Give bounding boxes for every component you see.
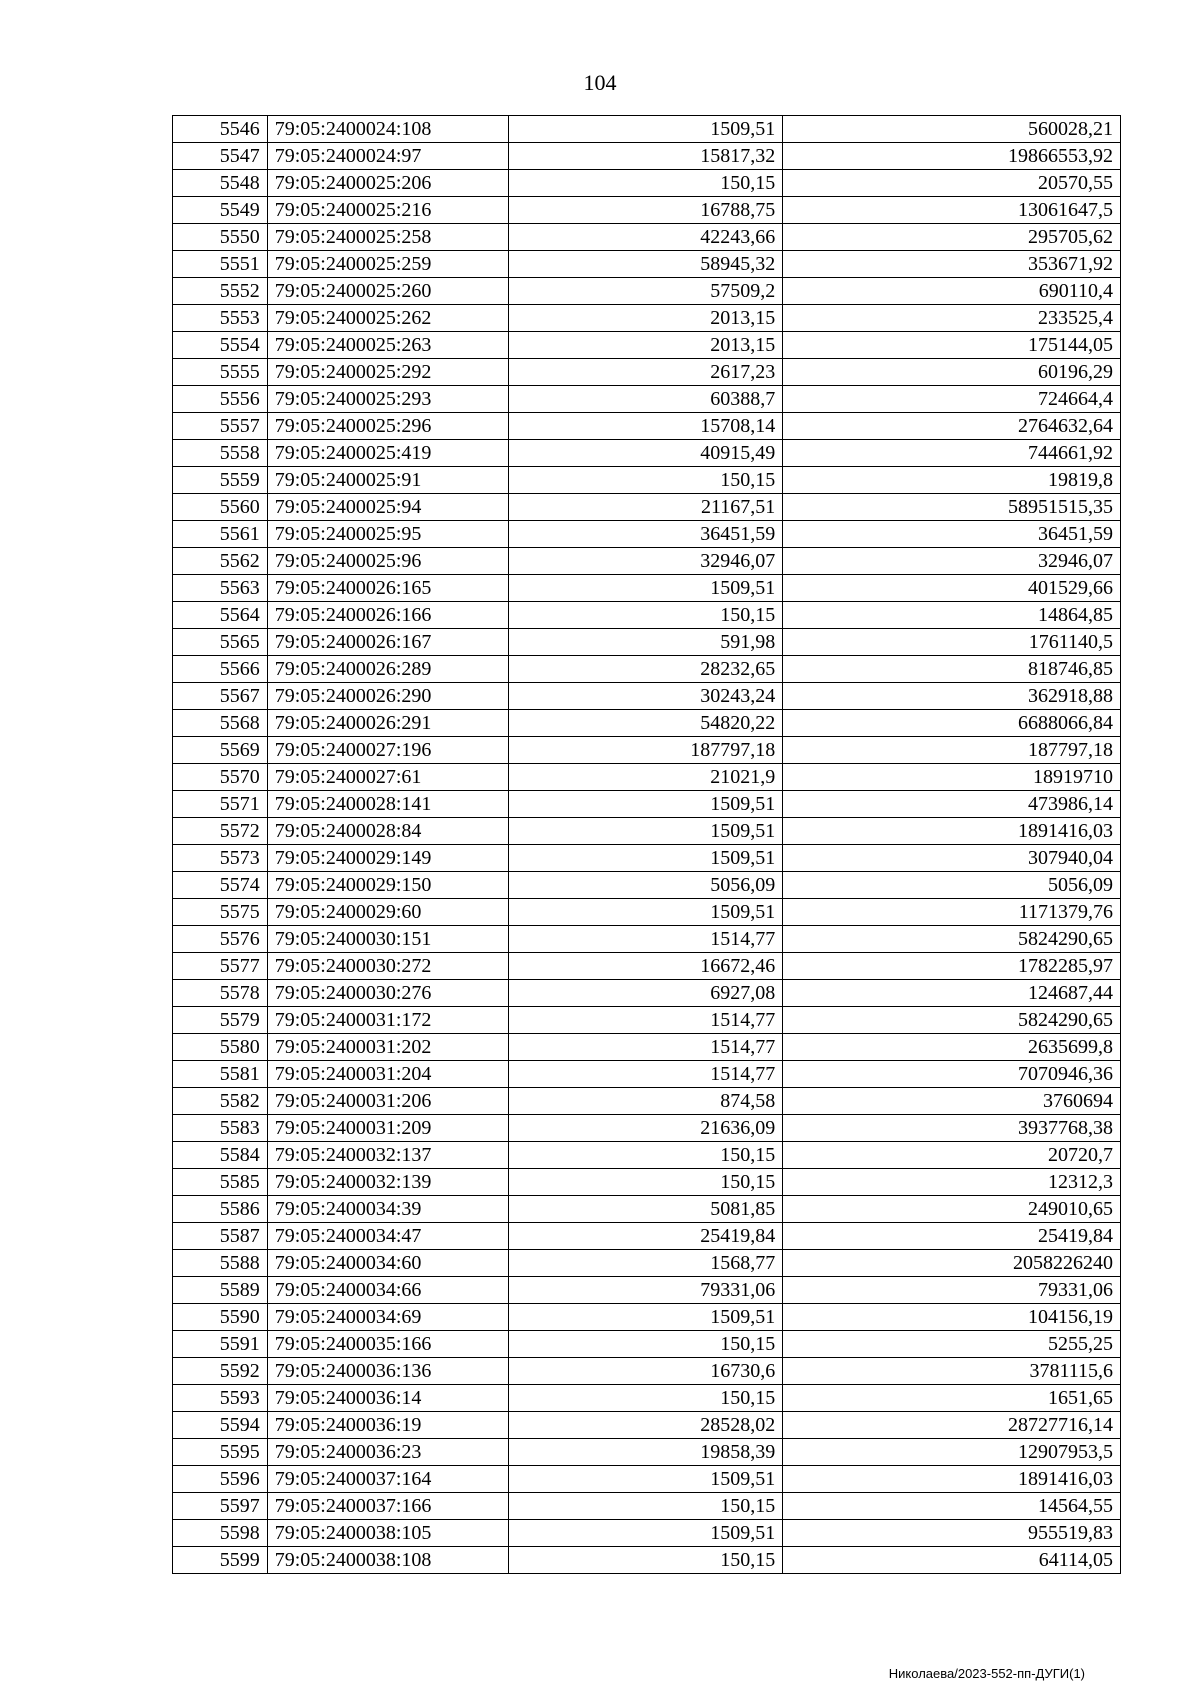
table-row: [173, 1412, 1121, 1439]
value-cell: 249010,65: [783, 1196, 1121, 1223]
area-cell: 16788,75: [509, 197, 783, 224]
cadastral-number-cell: 79:05:2400025:293: [267, 386, 509, 413]
row-number-cell: 5595: [173, 1439, 268, 1466]
row-number-cell: 5579: [173, 1007, 268, 1034]
row-number-cell: 5558: [173, 440, 268, 467]
cadastral-number-cell: 79:05:2400024:97: [267, 143, 509, 170]
area-cell: 28528,02: [509, 1412, 783, 1439]
row-number-cell: 5578: [173, 980, 268, 1007]
area-cell: 1509,51: [509, 1520, 783, 1547]
page-number: 104: [583, 70, 617, 95]
cadastral-number-cell: 79:05:2400025:206: [267, 170, 509, 197]
table-row: [173, 710, 1121, 737]
table-row: [173, 224, 1121, 251]
area-cell: 5081,85: [509, 1196, 783, 1223]
row-number-cell: 5580: [173, 1034, 268, 1061]
table-row: [173, 899, 1121, 926]
row-number-cell: 5570: [173, 764, 268, 791]
cadastral-number-cell: 79:05:2400025:95: [267, 521, 509, 548]
row-number-cell: 5596: [173, 1466, 268, 1493]
table-row: [173, 197, 1121, 224]
area-cell: 15708,14: [509, 413, 783, 440]
value-cell: 19866553,92: [783, 143, 1121, 170]
table-row: [173, 1169, 1121, 1196]
table-row: [173, 602, 1121, 629]
value-cell: 1761140,5: [783, 629, 1121, 656]
value-cell: 295705,62: [783, 224, 1121, 251]
area-cell: 40915,49: [509, 440, 783, 467]
area-cell: 150,15: [509, 1331, 783, 1358]
area-cell: 5056,09: [509, 872, 783, 899]
value-cell: 818746,85: [783, 656, 1121, 683]
row-number-cell: 5552: [173, 278, 268, 305]
table-row: [173, 656, 1121, 683]
cadastral-number-cell: 79:05:2400026:290: [267, 683, 509, 710]
value-cell: 233525,4: [783, 305, 1121, 332]
area-cell: 150,15: [509, 1169, 783, 1196]
table-row: [173, 791, 1121, 818]
row-number-cell: 5569: [173, 737, 268, 764]
table-row: [173, 170, 1121, 197]
table-row: [173, 143, 1121, 170]
table-row: [173, 1304, 1121, 1331]
row-number-cell: 5546: [173, 116, 268, 143]
table-row: [173, 278, 1121, 305]
table-row: [173, 1142, 1121, 1169]
area-cell: 2013,15: [509, 332, 783, 359]
table-row: [173, 764, 1121, 791]
row-number-cell: 5583: [173, 1115, 268, 1142]
table-row: [173, 1385, 1121, 1412]
row-number-cell: 5593: [173, 1385, 268, 1412]
value-cell: 6688066,84: [783, 710, 1121, 737]
cadastral-number-cell: 79:05:2400030:272: [267, 953, 509, 980]
table-row: [173, 737, 1121, 764]
area-cell: 16730,6: [509, 1358, 783, 1385]
area-cell: 1514,77: [509, 1061, 783, 1088]
document-reference: Николаева/2023-552-пп-ДУГИ(1): [888, 1666, 1085, 1681]
value-cell: 560028,21: [783, 116, 1121, 143]
table-row: [173, 1223, 1121, 1250]
area-cell: 21636,09: [509, 1115, 783, 1142]
row-number-cell: 5573: [173, 845, 268, 872]
table-row: [173, 521, 1121, 548]
table-row: [173, 332, 1121, 359]
value-cell: 79331,06: [783, 1277, 1121, 1304]
row-number-cell: 5555: [173, 359, 268, 386]
row-number-cell: 5551: [173, 251, 268, 278]
value-cell: 12907953,5: [783, 1439, 1121, 1466]
row-number-cell: 5584: [173, 1142, 268, 1169]
cadastral-number-cell: 79:05:2400025:258: [267, 224, 509, 251]
table-row: [173, 818, 1121, 845]
table-row: [173, 953, 1121, 980]
value-cell: 13061647,5: [783, 197, 1121, 224]
table-row: [173, 1358, 1121, 1385]
value-cell: 20720,7: [783, 1142, 1121, 1169]
value-cell: 12312,3: [783, 1169, 1121, 1196]
area-cell: 1509,51: [509, 899, 783, 926]
area-cell: 1509,51: [509, 791, 783, 818]
cadastral-number-cell: 79:05:2400034:47: [267, 1223, 509, 1250]
cadastral-number-cell: 79:05:2400025:216: [267, 197, 509, 224]
table-body: [173, 116, 1121, 1574]
area-cell: 58945,32: [509, 251, 783, 278]
area-cell: 1509,51: [509, 116, 783, 143]
area-cell: 60388,7: [509, 386, 783, 413]
cadastral-number-cell: 79:05:2400025:91: [267, 467, 509, 494]
value-cell: 1651,65: [783, 1385, 1121, 1412]
table-row: [173, 1088, 1121, 1115]
area-cell: 1514,77: [509, 926, 783, 953]
cadastral-number-cell: 79:05:2400032:139: [267, 1169, 509, 1196]
value-cell: 473986,14: [783, 791, 1121, 818]
area-cell: 32946,07: [509, 548, 783, 575]
cadastral-number-cell: 79:05:2400026:291: [267, 710, 509, 737]
row-number-cell: 5568: [173, 710, 268, 737]
area-cell: 28232,65: [509, 656, 783, 683]
cadastral-number-cell: 79:05:2400029:150: [267, 872, 509, 899]
value-cell: 690110,4: [783, 278, 1121, 305]
area-cell: 150,15: [509, 1547, 783, 1574]
table-row: [173, 575, 1121, 602]
cadastral-number-cell: 79:05:2400025:259: [267, 251, 509, 278]
cadastral-number-cell: 79:05:2400036:14: [267, 1385, 509, 1412]
value-cell: 353671,92: [783, 251, 1121, 278]
value-cell: 5056,09: [783, 872, 1121, 899]
table-row: [173, 1277, 1121, 1304]
cadastral-number-cell: 79:05:2400030:151: [267, 926, 509, 953]
table-row: [173, 1493, 1121, 1520]
row-number-cell: 5589: [173, 1277, 268, 1304]
row-number-cell: 5590: [173, 1304, 268, 1331]
row-number-cell: 5561: [173, 521, 268, 548]
cadastral-number-cell: 79:05:2400025:94: [267, 494, 509, 521]
area-cell: 36451,59: [509, 521, 783, 548]
area-cell: 42243,66: [509, 224, 783, 251]
row-number-cell: 5550: [173, 224, 268, 251]
value-cell: 14564,55: [783, 1493, 1121, 1520]
value-cell: 104156,19: [783, 1304, 1121, 1331]
area-cell: 1514,77: [509, 1007, 783, 1034]
table-row: [173, 548, 1121, 575]
cadastral-number-cell: 79:05:2400029:60: [267, 899, 509, 926]
value-cell: 5824290,65: [783, 926, 1121, 953]
value-cell: 724664,4: [783, 386, 1121, 413]
area-cell: 1568,77: [509, 1250, 783, 1277]
cadastral-number-cell: 79:05:2400025:263: [267, 332, 509, 359]
cadastral-table: [172, 115, 1121, 1574]
cadastral-number-cell: 79:05:2400026:165: [267, 575, 509, 602]
area-cell: 150,15: [509, 170, 783, 197]
value-cell: 307940,04: [783, 845, 1121, 872]
area-cell: 874,58: [509, 1088, 783, 1115]
value-cell: 60196,29: [783, 359, 1121, 386]
area-cell: 1509,51: [509, 845, 783, 872]
cadastral-number-cell: 79:05:2400034:60: [267, 1250, 509, 1277]
cadastral-number-cell: 79:05:2400028:84: [267, 818, 509, 845]
table-row: [173, 116, 1121, 143]
row-number-cell: 5577: [173, 953, 268, 980]
value-cell: 175144,05: [783, 332, 1121, 359]
value-cell: 36451,59: [783, 521, 1121, 548]
value-cell: 64114,05: [783, 1547, 1121, 1574]
value-cell: 58951515,35: [783, 494, 1121, 521]
cadastral-number-cell: 79:05:2400031:206: [267, 1088, 509, 1115]
table-row: [173, 683, 1121, 710]
row-number-cell: 5554: [173, 332, 268, 359]
table-row: [173, 494, 1121, 521]
area-cell: 21167,51: [509, 494, 783, 521]
table-row: [173, 872, 1121, 899]
area-cell: 21021,9: [509, 764, 783, 791]
cadastral-number-cell: 79:05:2400029:149: [267, 845, 509, 872]
cadastral-number-cell: 79:05:2400026:167: [267, 629, 509, 656]
table-row: [173, 386, 1121, 413]
row-number-cell: 5548: [173, 170, 268, 197]
cadastral-number-cell: 79:05:2400031:204: [267, 1061, 509, 1088]
area-cell: 57509,2: [509, 278, 783, 305]
row-number-cell: 5585: [173, 1169, 268, 1196]
cadastral-number-cell: 79:05:2400027:61: [267, 764, 509, 791]
table-row: [173, 926, 1121, 953]
value-cell: 32946,07: [783, 548, 1121, 575]
area-cell: 150,15: [509, 1493, 783, 1520]
cadastral-number-cell: 79:05:2400034:69: [267, 1304, 509, 1331]
cadastral-number-cell: 79:05:2400027:196: [267, 737, 509, 764]
area-cell: 19858,39: [509, 1439, 783, 1466]
value-cell: 1891416,03: [783, 1466, 1121, 1493]
row-number-cell: 5547: [173, 143, 268, 170]
area-cell: 6927,08: [509, 980, 783, 1007]
row-number-cell: 5565: [173, 629, 268, 656]
cadastral-number-cell: 79:05:2400037:164: [267, 1466, 509, 1493]
value-cell: 20570,55: [783, 170, 1121, 197]
cadastral-number-cell: 79:05:2400031:172: [267, 1007, 509, 1034]
area-cell: 1509,51: [509, 1304, 783, 1331]
table-row: [173, 1547, 1121, 1574]
area-cell: 2013,15: [509, 305, 783, 332]
row-number-cell: 5587: [173, 1223, 268, 1250]
area-cell: 1509,51: [509, 1466, 783, 1493]
area-cell: 2617,23: [509, 359, 783, 386]
area-cell: 15817,32: [509, 143, 783, 170]
row-number-cell: 5571: [173, 791, 268, 818]
row-number-cell: 5582: [173, 1088, 268, 1115]
row-number-cell: 5594: [173, 1412, 268, 1439]
table-row: [173, 1520, 1121, 1547]
area-cell: 1514,77: [509, 1034, 783, 1061]
row-number-cell: 5560: [173, 494, 268, 521]
cadastral-number-cell: 79:05:2400038:105: [267, 1520, 509, 1547]
row-number-cell: 5556: [173, 386, 268, 413]
cadastral-number-cell: 79:05:2400038:108: [267, 1547, 509, 1574]
row-number-cell: 5597: [173, 1493, 268, 1520]
value-cell: 18919710: [783, 764, 1121, 791]
value-cell: 25419,84: [783, 1223, 1121, 1250]
area-cell: 150,15: [509, 1142, 783, 1169]
cadastral-number-cell: 79:05:2400032:137: [267, 1142, 509, 1169]
table-row: [173, 1007, 1121, 1034]
area-cell: 25419,84: [509, 1223, 783, 1250]
area-cell: 591,98: [509, 629, 783, 656]
table-row: [173, 1466, 1121, 1493]
cadastral-number-cell: 79:05:2400036:19: [267, 1412, 509, 1439]
value-cell: 187797,18: [783, 737, 1121, 764]
cadastral-number-cell: 79:05:2400036:136: [267, 1358, 509, 1385]
table-row: [173, 980, 1121, 1007]
table-row: [173, 1115, 1121, 1142]
row-number-cell: 5574: [173, 872, 268, 899]
area-cell: 30243,24: [509, 683, 783, 710]
row-number-cell: 5599: [173, 1547, 268, 1574]
table-row: [173, 1250, 1121, 1277]
area-cell: 150,15: [509, 467, 783, 494]
row-number-cell: 5581: [173, 1061, 268, 1088]
value-cell: 5824290,65: [783, 1007, 1121, 1034]
cadastral-number-cell: 79:05:2400026:166: [267, 602, 509, 629]
value-cell: 744661,92: [783, 440, 1121, 467]
value-cell: 362918,88: [783, 683, 1121, 710]
row-number-cell: 5592: [173, 1358, 268, 1385]
cadastral-number-cell: 79:05:2400030:276: [267, 980, 509, 1007]
table-row: [173, 467, 1121, 494]
table-row: [173, 251, 1121, 278]
cadastral-number-cell: 79:05:2400025:262: [267, 305, 509, 332]
row-number-cell: 5591: [173, 1331, 268, 1358]
cadastral-number-cell: 79:05:2400035:166: [267, 1331, 509, 1358]
value-cell: 1782285,97: [783, 953, 1121, 980]
row-number-cell: 5566: [173, 656, 268, 683]
value-cell: 124687,44: [783, 980, 1121, 1007]
row-number-cell: 5588: [173, 1250, 268, 1277]
row-number-cell: 5598: [173, 1520, 268, 1547]
value-cell: 401529,66: [783, 575, 1121, 602]
area-cell: 187797,18: [509, 737, 783, 764]
value-cell: 5255,25: [783, 1331, 1121, 1358]
cadastral-number-cell: 79:05:2400031:202: [267, 1034, 509, 1061]
row-number-cell: 5564: [173, 602, 268, 629]
cadastral-number-cell: 79:05:2400036:23: [267, 1439, 509, 1466]
cadastral-number-cell: 79:05:2400034:39: [267, 1196, 509, 1223]
table-row: [173, 1061, 1121, 1088]
row-number-cell: 5572: [173, 818, 268, 845]
cadastral-number-cell: 79:05:2400037:166: [267, 1493, 509, 1520]
cadastral-number-cell: 79:05:2400025:96: [267, 548, 509, 575]
cadastral-number-cell: 79:05:2400024:108: [267, 116, 509, 143]
value-cell: 19819,8: [783, 467, 1121, 494]
row-number-cell: 5567: [173, 683, 268, 710]
cadastral-number-cell: 79:05:2400025:260: [267, 278, 509, 305]
value-cell: 28727716,14: [783, 1412, 1121, 1439]
table-row: [173, 359, 1121, 386]
area-cell: 1509,51: [509, 818, 783, 845]
table-row: [173, 1439, 1121, 1466]
value-cell: 2058226240: [783, 1250, 1121, 1277]
row-number-cell: 5553: [173, 305, 268, 332]
cadastral-number-cell: 79:05:2400026:289: [267, 656, 509, 683]
table-row: [173, 1034, 1121, 1061]
value-cell: 2635699,8: [783, 1034, 1121, 1061]
value-cell: 7070946,36: [783, 1061, 1121, 1088]
area-cell: 150,15: [509, 1385, 783, 1412]
table-row: [173, 440, 1121, 467]
value-cell: 2764632,64: [783, 413, 1121, 440]
table-row: [173, 845, 1121, 872]
row-number-cell: 5576: [173, 926, 268, 953]
row-number-cell: 5559: [173, 467, 268, 494]
value-cell: 3937768,38: [783, 1115, 1121, 1142]
area-cell: 150,15: [509, 602, 783, 629]
row-number-cell: 5562: [173, 548, 268, 575]
cadastral-number-cell: 79:05:2400025:296: [267, 413, 509, 440]
table-row: [173, 305, 1121, 332]
cadastral-number-cell: 79:05:2400028:141: [267, 791, 509, 818]
table-row: [173, 629, 1121, 656]
value-cell: 3781115,6: [783, 1358, 1121, 1385]
table-row: [173, 1196, 1121, 1223]
area-cell: 1509,51: [509, 575, 783, 602]
table-row: [173, 413, 1121, 440]
row-number-cell: 5549: [173, 197, 268, 224]
cadastral-number-cell: 79:05:2400025:292: [267, 359, 509, 386]
row-number-cell: 5586: [173, 1196, 268, 1223]
cadastral-number-cell: 79:05:2400025:419: [267, 440, 509, 467]
table-row: [173, 1331, 1121, 1358]
area-cell: 16672,46: [509, 953, 783, 980]
value-cell: 955519,83: [783, 1520, 1121, 1547]
value-cell: 1171379,76: [783, 899, 1121, 926]
area-cell: 79331,06: [509, 1277, 783, 1304]
cadastral-number-cell: 79:05:2400031:209: [267, 1115, 509, 1142]
value-cell: 1891416,03: [783, 818, 1121, 845]
row-number-cell: 5557: [173, 413, 268, 440]
value-cell: 14864,85: [783, 602, 1121, 629]
row-number-cell: 5575: [173, 899, 268, 926]
cadastral-number-cell: 79:05:2400034:66: [267, 1277, 509, 1304]
row-number-cell: 5563: [173, 575, 268, 602]
value-cell: 3760694: [783, 1088, 1121, 1115]
area-cell: 54820,22: [509, 710, 783, 737]
